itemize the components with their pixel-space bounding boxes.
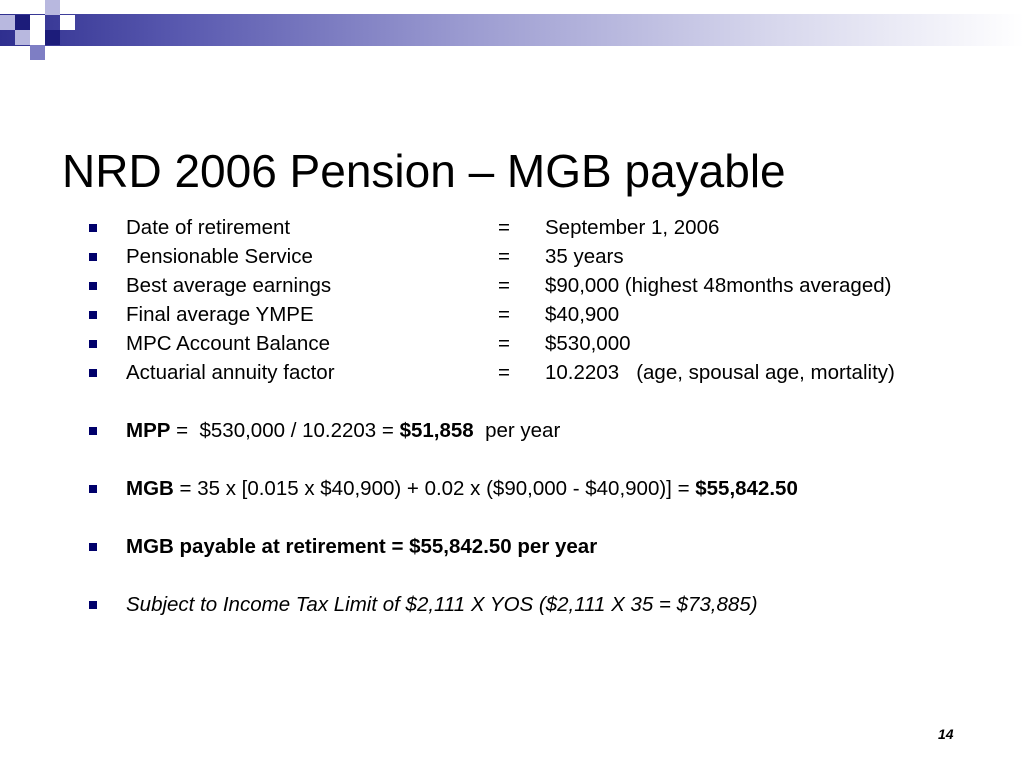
equals-sign: = xyxy=(498,216,510,239)
detail-value: 35 years xyxy=(545,245,624,268)
detail-value: $40,900 xyxy=(545,303,620,326)
mgb-formula: = 35 x [0.015 x $40,900) + 0.02 x ($90,000 - $40,900)] = xyxy=(173,477,696,500)
detail-value: 10.2203 (age, spousal age, mortality) xyxy=(545,361,895,384)
equals-sign: = xyxy=(498,361,510,384)
equals-sign: = xyxy=(498,274,510,297)
list-item xyxy=(0,358,1024,387)
detail-label: Date of retirement xyxy=(126,216,291,239)
detail-label: Final average YMPE xyxy=(126,303,314,326)
list-item xyxy=(0,271,1024,300)
equals-sign: = xyxy=(498,303,510,326)
tax-note-item xyxy=(0,590,1024,619)
mgb-result: $55,842.50 xyxy=(695,477,798,500)
bullet-square-icon xyxy=(89,369,97,377)
bullet-square-icon xyxy=(89,253,97,261)
bullet-square-icon xyxy=(89,340,97,348)
detail-value: September 1, 2006 xyxy=(545,216,720,239)
mpp-item xyxy=(0,416,1024,445)
decor-square-icon xyxy=(30,45,45,60)
detail-value: $530,000 xyxy=(545,332,631,355)
bullet-square-icon xyxy=(89,282,97,290)
detail-label: Pensionable Service xyxy=(126,245,313,268)
slide-title: NRD 2006 Pension – MGB payable xyxy=(62,145,786,197)
header-gradient-band xyxy=(0,14,1024,46)
detail-value: $90,000 (highest 48months averaged) xyxy=(545,274,892,297)
page-number: 14 xyxy=(938,726,954,742)
detail-label: MPC Account Balance xyxy=(126,332,330,355)
bullet-square-icon xyxy=(89,601,97,609)
decor-square-icon xyxy=(60,15,75,30)
list-item xyxy=(0,329,1024,358)
bullet-square-icon xyxy=(89,311,97,319)
list-item xyxy=(0,213,1024,242)
mpp-result: $51,858 xyxy=(399,419,474,442)
tax-note-text: Subject to Income Tax Limit of $2,111 X YOS ($2,111 X 35 = $73,885) xyxy=(126,593,758,616)
mpp-suffix: per year xyxy=(473,419,561,442)
bullet-square-icon xyxy=(89,543,97,551)
bullet-square-icon xyxy=(89,224,97,232)
decor-square-icon xyxy=(15,15,30,30)
decor-square-icon xyxy=(0,15,15,30)
equals-sign: = xyxy=(498,245,510,268)
mgb-term: MGB xyxy=(126,477,174,500)
mpp-term: MPP xyxy=(126,419,171,442)
equals-sign: = xyxy=(498,332,510,355)
bullet-square-icon xyxy=(89,427,97,435)
mpp-line xyxy=(126,416,560,445)
decor-square-icon xyxy=(30,30,45,45)
decor-square-icon xyxy=(45,0,60,15)
mgb-payable-text: MGB payable at retirement = $55,842.50 per year xyxy=(126,535,598,558)
list-item xyxy=(0,242,1024,271)
decor-square-icon xyxy=(45,30,60,45)
mgb-line xyxy=(126,474,798,503)
mgb-item xyxy=(0,474,1024,503)
decor-square-icon xyxy=(30,15,45,30)
bullet-square-icon xyxy=(89,485,97,493)
mgb-payable-item xyxy=(0,532,1024,561)
detail-label: Best average earnings xyxy=(126,274,332,297)
list-item xyxy=(0,300,1024,329)
mpp-formula: = $530,000 / 10.2203 = xyxy=(170,419,400,442)
detail-label: Actuarial annuity factor xyxy=(126,361,335,384)
decor-square-icon xyxy=(15,30,30,45)
